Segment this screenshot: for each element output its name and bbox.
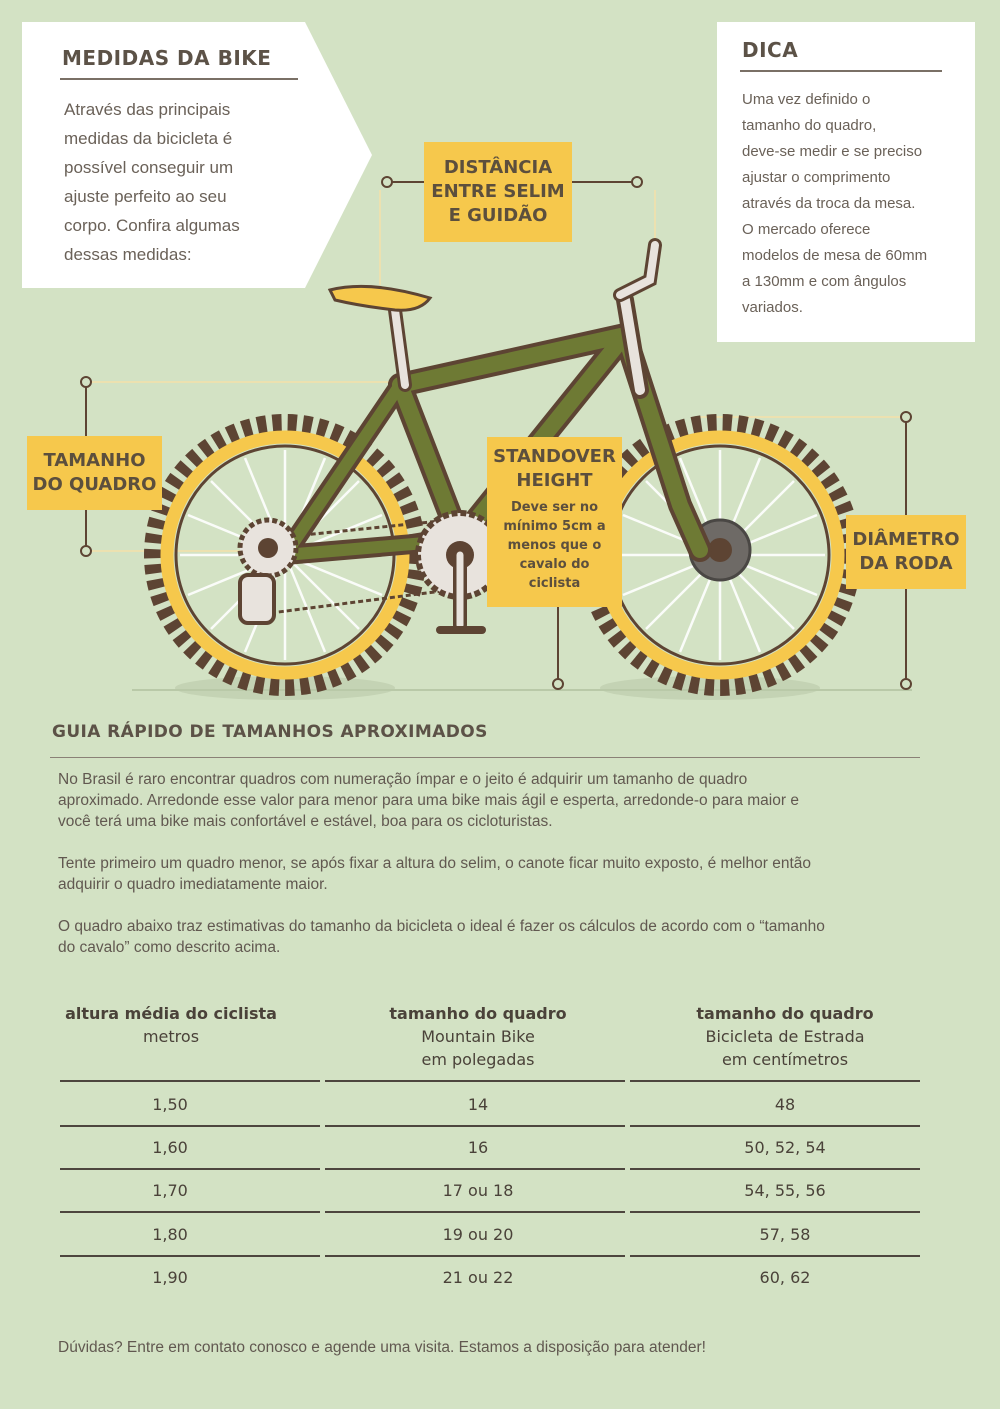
dica-line: modelos de mesa de 60mm bbox=[742, 247, 928, 264]
label-diametro-line: DA RODA bbox=[859, 553, 953, 574]
cell-altura: 1,60 bbox=[152, 1138, 188, 1157]
table-rule bbox=[60, 1255, 320, 1257]
table-rule bbox=[325, 1125, 625, 1127]
dica-line: através da troca da mesa. bbox=[742, 195, 916, 212]
paragraph-line: você terá uma bike mais confortável e estável, boa para os cicloturistas. bbox=[58, 813, 553, 830]
table-rule bbox=[630, 1168, 920, 1170]
medidas-line: ajuste perfeito ao seu bbox=[64, 187, 227, 206]
header-line: Mountain Bike bbox=[421, 1027, 535, 1046]
label-tamanho bbox=[27, 436, 162, 510]
standover-note-line: menos que o bbox=[507, 537, 602, 553]
label-tamanho-line: DO QUADRO bbox=[32, 474, 157, 495]
label-distancia-line: E GUIDÃO bbox=[448, 205, 548, 227]
table-rule bbox=[630, 1125, 920, 1127]
cell-mountain: 14 bbox=[467, 1095, 489, 1114]
footer-text: Dúvidas? Entre em contato conosco e agende uma visita. Estamos a disposição para atender! bbox=[58, 1339, 706, 1356]
saddle bbox=[330, 286, 430, 310]
label-standover-line: STANDOVER bbox=[493, 446, 616, 467]
cell-estrada: 57, 58 bbox=[759, 1225, 811, 1244]
table-rule bbox=[325, 1168, 625, 1170]
cell-estrada: 60, 62 bbox=[759, 1268, 811, 1287]
table-rule bbox=[325, 1080, 625, 1082]
dica-line: Uma vez definido o bbox=[742, 91, 871, 108]
standover-note bbox=[503, 498, 605, 593]
label-standover-line: HEIGHT bbox=[516, 470, 593, 492]
medidas-line: corpo. Confira algumas bbox=[64, 216, 240, 235]
paragraph-line: O quadro abaixo traz estimativas do tamanho da bicicleta o ideal é fazer os cálculos de acordo com o “tamanho bbox=[58, 918, 825, 935]
table-rule bbox=[630, 1080, 920, 1082]
table-rule bbox=[60, 1168, 320, 1170]
label-distancia bbox=[424, 142, 572, 242]
label-diametro bbox=[846, 515, 966, 589]
medidas-line: medidas da bicicleta é bbox=[64, 129, 233, 148]
cell-altura: 1,80 bbox=[152, 1225, 188, 1244]
derailleur bbox=[240, 575, 274, 623]
dica-line: tamanho do quadro, bbox=[742, 117, 877, 134]
cell-estrada: 54, 55, 56 bbox=[744, 1181, 826, 1200]
label-distancia-line: DISTÂNCIA bbox=[443, 156, 553, 178]
medidas-line: Através das principais bbox=[64, 100, 231, 119]
label-standover bbox=[487, 437, 622, 607]
guide-paragraph-1 bbox=[58, 769, 938, 832]
header-line: altura média do ciclista bbox=[65, 1004, 277, 1023]
table-rule bbox=[630, 1255, 920, 1257]
medidas-line: possível conseguir um bbox=[64, 158, 234, 177]
guide-paragraph-3 bbox=[58, 916, 938, 958]
cell-estrada: 48 bbox=[774, 1095, 796, 1114]
dica-line: variados. bbox=[742, 299, 803, 316]
dica-line: O mercado oferece bbox=[742, 221, 871, 238]
label-diametro-line: DIÂMETRO bbox=[852, 528, 960, 550]
cell-altura: 1,70 bbox=[152, 1181, 188, 1200]
standover-note-line: ciclista bbox=[528, 575, 581, 591]
table-header-altura bbox=[60, 1002, 282, 1048]
paragraph-line: aproximado. Arredonde esse valor para menor para uma bike mais ágil e esperta, arredonde-o para maior e bbox=[58, 792, 799, 809]
header-line: tamanho do quadro bbox=[696, 1004, 874, 1023]
guide-rule bbox=[50, 757, 920, 758]
cell-mountain: 17 ou 18 bbox=[442, 1181, 514, 1200]
guide-paragraph-2 bbox=[58, 853, 938, 895]
dica-title: DICA bbox=[742, 38, 799, 62]
standover-note-line: Deve ser no bbox=[510, 499, 599, 515]
label-tamanho-line: TAMANHO bbox=[43, 449, 146, 471]
guide-title: GUIA RÁPIDO DE TAMANHOS APROXIMADOS bbox=[52, 722, 488, 742]
header-line: em polegadas bbox=[421, 1050, 535, 1069]
header-line: Bicicleta de Estrada bbox=[705, 1027, 865, 1046]
rear-wheel-shadow bbox=[175, 676, 395, 700]
paragraph-line: No Brasil é raro encontrar quadros com numeração ímpar e o jeito é adquirir um tamanho de quadro bbox=[58, 771, 748, 788]
medidas-line: dessas medidas: bbox=[64, 245, 192, 264]
header-line: metros bbox=[142, 1027, 200, 1046]
table-rule bbox=[60, 1211, 320, 1213]
paragraph-line: do cavalo” como descrito acima. bbox=[58, 939, 281, 956]
table-rule bbox=[630, 1211, 920, 1213]
table-header-estrada bbox=[645, 1002, 925, 1071]
table-header-mountain bbox=[348, 1002, 608, 1071]
header-line: tamanho do quadro bbox=[389, 1004, 567, 1023]
front-wheel bbox=[590, 425, 850, 685]
header-line: em centímetros bbox=[721, 1050, 849, 1069]
standover-note-line: cavalo do bbox=[519, 556, 590, 572]
dica-line: ajustar o comprimento bbox=[742, 169, 891, 186]
table-rule bbox=[325, 1255, 625, 1257]
standover-note-line: mínimo 5cm a bbox=[503, 518, 606, 534]
paragraph-line: adquirir o quadro imediatamente maior. bbox=[58, 876, 328, 893]
table-rule bbox=[325, 1211, 625, 1213]
cell-altura: 1,50 bbox=[152, 1095, 188, 1114]
paragraph-line: Tente primeiro um quadro menor, se após fixar a altura do selim, o canote ficar muito exposto, é melhor então bbox=[58, 855, 811, 872]
cell-mountain: 16 bbox=[467, 1138, 489, 1157]
table-rule bbox=[60, 1080, 320, 1082]
label-distancia-line: ENTRE SELIM bbox=[431, 180, 565, 202]
cell-estrada: 50, 52, 54 bbox=[744, 1138, 826, 1157]
dica-line: deve-se medir e se preciso bbox=[742, 143, 923, 160]
cell-mountain: 19 ou 20 bbox=[442, 1225, 514, 1244]
dica-line: a 130mm e com ângulos bbox=[742, 273, 907, 290]
table-rule bbox=[60, 1125, 320, 1127]
medidas-title: MEDIDAS DA BIKE bbox=[62, 46, 272, 70]
cell-mountain: 21 ou 22 bbox=[442, 1268, 514, 1287]
cell-altura: 1,90 bbox=[152, 1268, 188, 1287]
